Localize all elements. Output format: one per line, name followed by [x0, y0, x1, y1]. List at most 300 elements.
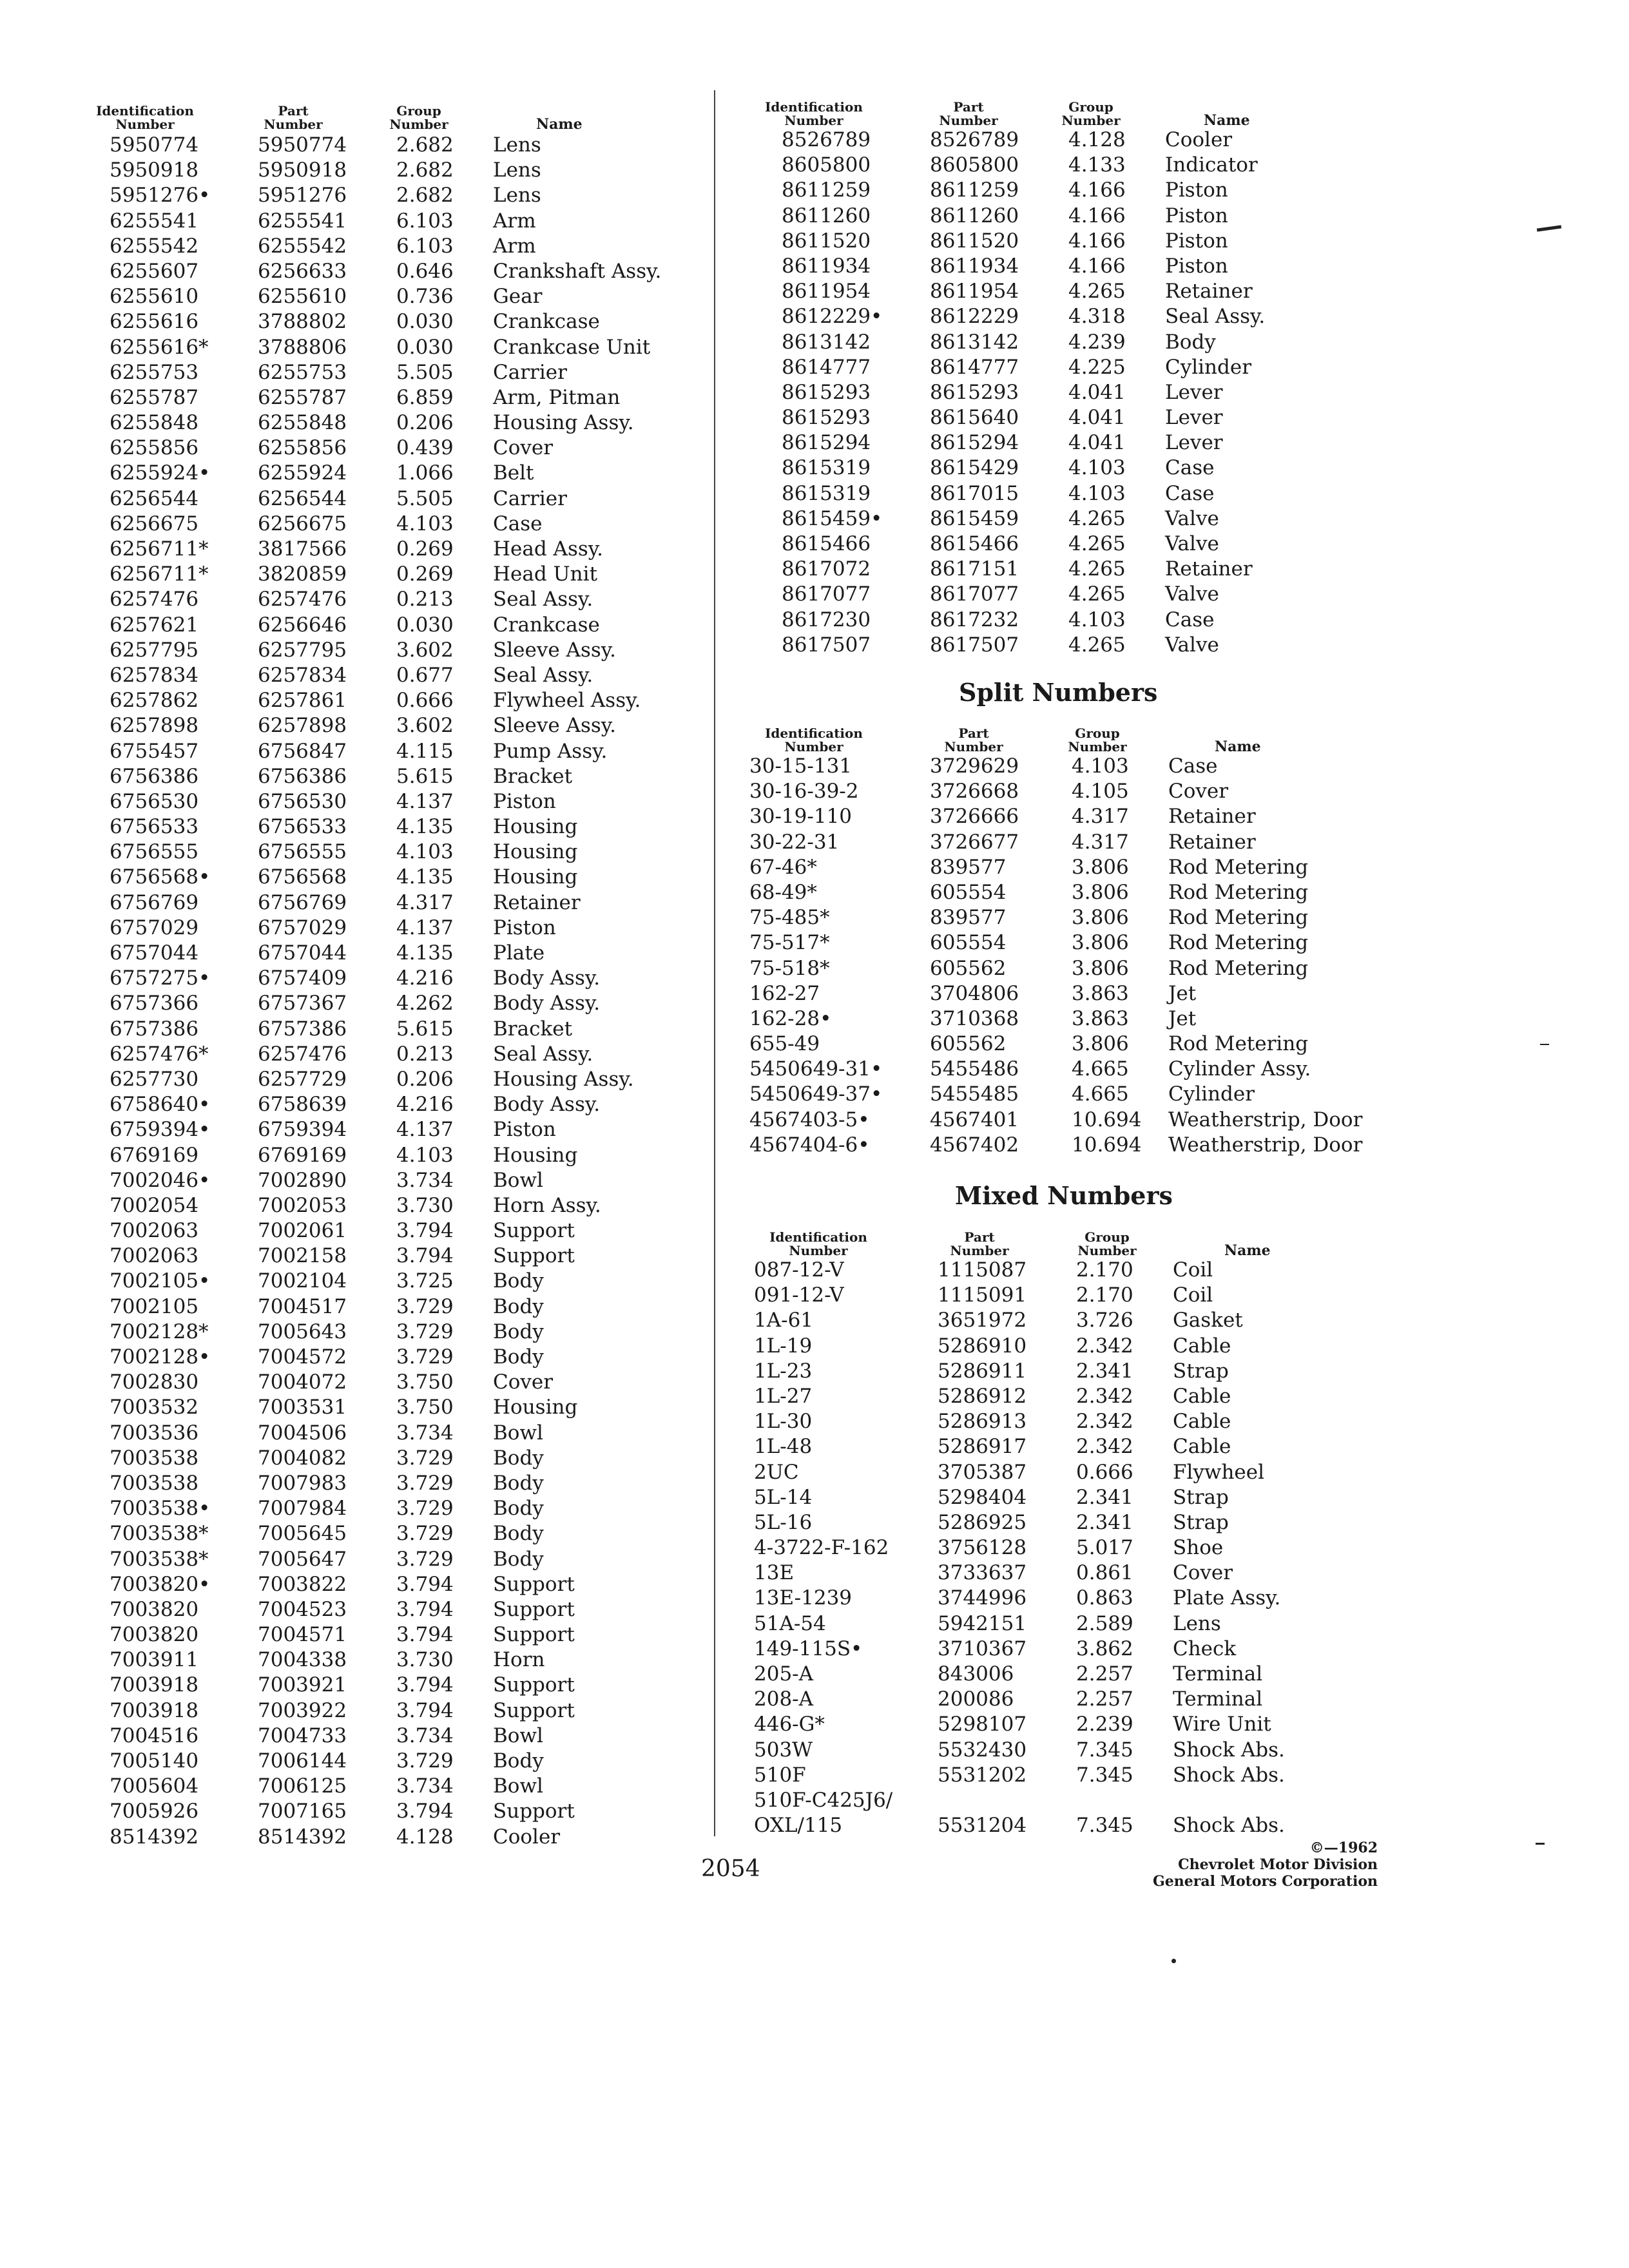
part-number: 8611260 [930, 204, 1019, 227]
identification-number: 8615459• [782, 506, 883, 530]
table-row [81, 209, 699, 234]
group-number: 4.137 [396, 1118, 454, 1142]
part-number: 605554 [930, 931, 1007, 955]
part-number: 6256646 [258, 613, 347, 637]
part-number: 6769169 [258, 1143, 347, 1167]
part-name: Coil [1173, 1258, 1213, 1282]
part-name: Gasket [1173, 1309, 1243, 1332]
group-number: 4.317 [1072, 830, 1129, 854]
identification-number: 6758640• [110, 1093, 211, 1117]
group-number: 3.862 [1076, 1637, 1133, 1660]
part-name: Seal Assy. [493, 663, 593, 687]
group-number: 4.128 [396, 1825, 454, 1849]
table-row [749, 532, 1394, 557]
part-number: 7003921 [258, 1673, 347, 1697]
part-name: Piston [1165, 254, 1228, 278]
right-column [749, 86, 1394, 658]
part-number: 6757367 [258, 992, 347, 1015]
identification-number: 446-G* [754, 1713, 825, 1736]
header-part: Part Number [264, 103, 323, 132]
part-name: Carrier [493, 486, 567, 510]
header-group: Group Number [1061, 99, 1121, 128]
group-number: 0.269 [396, 562, 454, 586]
identification-number: 8614777 [782, 355, 871, 379]
table-row [81, 1774, 699, 1799]
group-number: 4.318 [1068, 305, 1126, 329]
part-name: Rod Metering [1168, 855, 1309, 879]
part-number: 5298404 [938, 1485, 1027, 1509]
table-row [81, 1143, 699, 1168]
part-number: 8615294 [930, 431, 1019, 455]
identification-number: 1L-48 [754, 1435, 813, 1459]
part-number: 6756847 [258, 739, 347, 763]
group-number: 0.677 [396, 663, 454, 687]
part-name: Body [493, 1446, 544, 1470]
identification-number: 8617507 [782, 633, 871, 657]
table-row [749, 153, 1394, 178]
table-row [81, 385, 699, 410]
part-number: 7003531 [258, 1396, 347, 1419]
table-row [81, 713, 699, 738]
part-name: Piston [493, 916, 556, 939]
group-number: 4.166 [1068, 254, 1126, 278]
identification-number: 7003538 [110, 1446, 199, 1470]
table-row [754, 1434, 1398, 1459]
identification-number: 7005604 [110, 1774, 199, 1798]
identification-number: 1L-19 [754, 1334, 813, 1358]
part-name: Support [493, 1623, 575, 1647]
part-name: Piston [493, 1118, 556, 1142]
identification-number: 6256711* [110, 562, 209, 586]
part-name: Strap [1173, 1510, 1229, 1534]
identification-number: 6255616 [110, 310, 199, 334]
identification-number: 5450649-31• [749, 1057, 883, 1081]
group-number: 4.135 [396, 941, 454, 965]
part-number: 7007165 [258, 1800, 347, 1823]
table-row [749, 1082, 1394, 1107]
table-row [754, 1308, 1398, 1333]
group-number: 4.103 [1068, 456, 1126, 480]
table-row [81, 234, 699, 259]
part-number: 4567402 [930, 1133, 1019, 1157]
part-number: 3726666 [930, 805, 1019, 829]
part-name: Crankcase [493, 613, 600, 637]
group-number: 4.137 [396, 916, 454, 939]
part-name: Body [493, 1749, 544, 1773]
part-name: Support [493, 1244, 575, 1268]
group-number: 4.265 [1068, 280, 1126, 303]
group-number: 3.806 [1072, 880, 1129, 904]
group-number: 3.863 [1072, 981, 1129, 1005]
header-group: Group Number [389, 103, 448, 132]
table-row [81, 1345, 699, 1370]
table-row [81, 613, 699, 638]
table-row [749, 405, 1394, 430]
part-name: Cylinder [1165, 355, 1252, 379]
group-number: 3.602 [396, 638, 454, 662]
identification-number: 8612229• [782, 305, 883, 329]
part-name: Sleeve Assy. [493, 714, 617, 738]
table-row [749, 204, 1394, 229]
part-name: Retainer [1168, 805, 1256, 829]
identification-number: 6256544 [110, 486, 199, 510]
group-number: 0.666 [396, 689, 454, 713]
group-number: 3.794 [396, 1698, 454, 1722]
group-number: 3.794 [396, 1623, 454, 1647]
identification-number: OXL/115 [754, 1814, 843, 1838]
part-number: 7007983 [258, 1471, 347, 1495]
part-name: Flywheel Assy. [493, 689, 641, 713]
table-row [81, 814, 699, 840]
part-number: 8613142 [930, 330, 1019, 354]
part-name: Shock Abs. [1173, 1814, 1285, 1838]
mixed-numbers-title: Mixed Numbers [955, 1181, 1173, 1210]
part-number: 5286917 [938, 1435, 1027, 1459]
table-row [81, 764, 699, 789]
group-number: 1.066 [396, 461, 454, 485]
table-row [749, 830, 1394, 855]
part-name: Cable [1173, 1384, 1231, 1408]
identification-number: 7002046• [110, 1168, 211, 1192]
part-name: Lens [1173, 1611, 1221, 1635]
split-numbers-title: Split Numbers [959, 678, 1158, 707]
table-row [81, 486, 699, 512]
part-name: Body Assy. [493, 966, 601, 990]
part-number: 3729629 [930, 754, 1019, 778]
identification-number: 8615319 [782, 481, 871, 505]
part-name: Bowl [493, 1168, 543, 1192]
table-row [754, 1637, 1398, 1662]
table-row [81, 1370, 699, 1395]
part-number: 7006125 [258, 1774, 347, 1798]
part-name: Body [493, 1269, 544, 1293]
part-number: 3726677 [930, 830, 1019, 854]
table-row [81, 638, 699, 663]
table-row [754, 1662, 1398, 1687]
table-row [81, 512, 699, 537]
identification-number: 208-A [754, 1687, 814, 1711]
part-number: 7004572 [258, 1345, 347, 1369]
part-number: 8615640 [930, 406, 1019, 430]
part-number: 8605800 [930, 153, 1019, 177]
scan-mark [1540, 1044, 1549, 1045]
part-name: Housing [493, 865, 578, 889]
part-number: 5532430 [938, 1738, 1027, 1762]
group-number: 4.103 [1068, 481, 1126, 505]
table-row [81, 1168, 699, 1193]
group-number: 4.103 [1068, 608, 1126, 631]
group-number: 3.794 [396, 1572, 454, 1596]
header-group: Group Number [1068, 726, 1127, 754]
identification-number: 6756555 [110, 840, 199, 864]
part-name: Check [1173, 1637, 1237, 1660]
part-number: 7004571 [258, 1623, 347, 1647]
group-number: 0.269 [396, 537, 454, 561]
group-number: 4.665 [1072, 1057, 1129, 1081]
part-name: Lever [1165, 431, 1223, 455]
table-row [81, 537, 699, 562]
part-number: 7005645 [258, 1522, 347, 1546]
part-name: Shock Abs. [1173, 1738, 1285, 1762]
identification-number: 4567404-6• [749, 1133, 870, 1157]
group-number: 5.615 [396, 1017, 454, 1041]
part-number: 8617015 [930, 481, 1019, 505]
part-name: Cover [1173, 1561, 1233, 1585]
part-name: Case [1165, 456, 1215, 480]
identification-number: 30-19-110 [749, 805, 853, 829]
identification-number: 510F [754, 1763, 806, 1787]
part-name: Coil [1173, 1283, 1213, 1307]
identification-number: 8617230 [782, 608, 871, 631]
table-row [81, 1244, 699, 1269]
part-number: 6255848 [258, 411, 347, 435]
table-row [81, 436, 699, 461]
header-identification: Identification Number [96, 103, 194, 132]
identification-number: 1L-27 [754, 1384, 813, 1408]
group-number: 6.103 [396, 209, 454, 233]
identification-number: 75-485* [749, 906, 830, 930]
identification-number: 8615319 [782, 456, 871, 480]
part-number: 6756568 [258, 865, 347, 889]
group-number: 3.729 [396, 1547, 454, 1571]
identification-number: 5951276• [110, 184, 211, 207]
part-number: 6257729 [258, 1067, 347, 1091]
group-number: 3.726 [1076, 1309, 1133, 1332]
table-row [81, 1117, 699, 1142]
part-number: 6757409 [258, 966, 347, 990]
table-row [749, 128, 1394, 153]
group-number: 10.694 [1072, 1108, 1142, 1131]
part-name: Case [1168, 754, 1218, 778]
group-number: 2.257 [1076, 1687, 1133, 1711]
group-number: 4.041 [1068, 380, 1126, 404]
part-number: 7005643 [258, 1320, 347, 1343]
identification-number: 75-518* [749, 956, 830, 980]
group-number: 7.345 [1076, 1763, 1133, 1787]
identification-number: 13E-1239 [754, 1586, 853, 1610]
header-name: Name [1224, 1242, 1271, 1259]
table-row [749, 506, 1394, 532]
identification-number: 8611260 [782, 204, 871, 227]
group-number: 3.806 [1072, 906, 1129, 930]
identification-number: 6756530 [110, 789, 199, 813]
part-number: 5531204 [938, 1814, 1027, 1838]
part-name: Support [493, 1597, 575, 1621]
part-name: Housing Assy. [493, 411, 634, 435]
group-number: 3.729 [396, 1471, 454, 1495]
table-row [81, 1622, 699, 1648]
identification-number: 7003538* [110, 1547, 209, 1571]
group-number: 4.317 [396, 890, 454, 914]
group-number: 0.666 [1076, 1460, 1133, 1484]
part-name: Pump Assy. [493, 739, 608, 763]
mixed-table-body [754, 1258, 1398, 1838]
part-number: 1115091 [938, 1283, 1027, 1307]
group-number: 5.505 [396, 360, 454, 384]
table-row [81, 789, 699, 814]
part-number: 6255753 [258, 360, 347, 384]
part-name: Retainer [1168, 830, 1256, 854]
part-number: 8612229 [930, 305, 1019, 329]
part-number: 5298107 [938, 1713, 1027, 1736]
part-name: Seal Assy. [1165, 305, 1266, 329]
group-number: 3.806 [1072, 956, 1129, 980]
identification-number: 6757029 [110, 916, 199, 939]
part-number: 7002053 [258, 1193, 347, 1217]
identification-number: 6255787 [110, 385, 199, 409]
part-number: 7004517 [258, 1294, 347, 1318]
part-number: 8615466 [930, 532, 1019, 555]
identification-number: 8613142 [782, 330, 871, 354]
part-number: 5942151 [938, 1611, 1027, 1635]
group-number: 3.729 [396, 1294, 454, 1318]
group-number: 4.265 [1068, 532, 1126, 555]
table-row [749, 1133, 1394, 1158]
part-number: 6758639 [258, 1093, 347, 1117]
part-name: Rod Metering [1168, 956, 1309, 980]
identification-number: 4-3722-F-162 [754, 1536, 889, 1560]
part-number: 8615293 [930, 380, 1019, 404]
part-name: Piston [1165, 204, 1228, 227]
identification-number: 4567403-5• [749, 1108, 870, 1131]
group-number: 5.017 [1076, 1536, 1133, 1560]
header-name: Name [1215, 738, 1261, 755]
part-number: 7002061 [258, 1219, 347, 1243]
identification-number: 5950918 [110, 159, 199, 182]
part-number: 5950774 [258, 133, 347, 157]
table-row [81, 1294, 699, 1320]
group-number: 3.730 [396, 1648, 454, 1672]
table-row [81, 461, 699, 486]
part-name: Body [493, 1345, 544, 1369]
part-number: 3817566 [258, 537, 347, 561]
table-row [754, 1460, 1398, 1485]
group-number: 4.041 [1068, 431, 1126, 455]
identification-number: 7004516 [110, 1724, 199, 1747]
part-number: 6256633 [258, 259, 347, 283]
identification-number: 6255607 [110, 259, 199, 283]
part-number: 5286912 [938, 1384, 1027, 1408]
part-name: Strap [1173, 1359, 1229, 1383]
table-row [81, 840, 699, 865]
table-row [81, 991, 699, 1016]
part-number: 5286910 [938, 1334, 1027, 1358]
table-row [754, 1586, 1398, 1611]
identification-number: 7003911 [110, 1648, 199, 1672]
identification-number: 5950774 [110, 133, 199, 157]
identification-number: 5450649-37• [749, 1082, 883, 1106]
identification-number: 7002063 [110, 1219, 199, 1243]
identification-number: 7002830 [110, 1370, 199, 1394]
part-name: Arm [493, 234, 536, 258]
group-number: 3.729 [396, 1497, 454, 1521]
table-row [749, 855, 1394, 880]
page-number: 2054 [701, 1856, 760, 1882]
part-name: Bowl [493, 1421, 543, 1445]
table-row [749, 380, 1394, 405]
identification-number: 6257862 [110, 689, 199, 713]
identification-number: 6756533 [110, 815, 199, 839]
part-number: 5455485 [930, 1082, 1019, 1106]
identification-number: 162-27 [749, 981, 820, 1005]
part-number: 6756530 [258, 789, 347, 813]
group-number: 4.265 [1068, 582, 1126, 606]
group-number: 0.861 [1076, 1561, 1133, 1585]
group-number: 4.166 [1068, 204, 1126, 227]
part-number: 3704806 [930, 981, 1019, 1005]
group-number: 3.863 [1072, 1006, 1129, 1030]
split-table-body [749, 754, 1394, 1158]
table-row [81, 1320, 699, 1345]
group-number: 2.239 [1076, 1713, 1133, 1736]
identification-number: 6257476 [110, 588, 199, 611]
part-number: 8617507 [930, 633, 1019, 657]
part-name: Rod Metering [1168, 1032, 1309, 1056]
part-name: Piston [1165, 178, 1228, 202]
part-number: 1115087 [938, 1258, 1027, 1282]
identification-number: 6255542 [110, 234, 199, 258]
group-number: 4.135 [396, 865, 454, 889]
table-row [749, 481, 1394, 506]
group-number: 3.730 [396, 1193, 454, 1217]
group-number: 3.729 [396, 1345, 454, 1369]
identification-number: 6759394• [110, 1118, 211, 1142]
group-number: 4.216 [396, 966, 454, 990]
part-name: Piston [1165, 229, 1228, 253]
part-number: 8526789 [930, 128, 1019, 151]
table-row [754, 1409, 1398, 1434]
part-name: Retainer [1165, 280, 1253, 303]
identification-number: 1L-30 [754, 1410, 813, 1434]
column-header [749, 713, 1394, 754]
group-number: 4.265 [1068, 506, 1126, 530]
part-name: Lever [1165, 406, 1223, 430]
identification-number: 7003536 [110, 1421, 199, 1445]
part-name: Body [493, 1497, 544, 1521]
part-name: Cooler [1165, 128, 1233, 151]
identification-number: 6756568• [110, 865, 211, 889]
part-name: Horn Assy. [493, 1193, 601, 1217]
scan-mark [1536, 1843, 1545, 1845]
group-number: 3.750 [396, 1396, 454, 1419]
part-number: 3726668 [930, 780, 1019, 803]
group-number: 4.262 [396, 992, 454, 1015]
group-number: 5.505 [396, 486, 454, 510]
part-name: Support [493, 1800, 575, 1823]
part-number: 6257861 [258, 689, 347, 713]
table-row [754, 1788, 1398, 1813]
group-number: 0.206 [396, 1067, 454, 1091]
table-row [749, 981, 1394, 1006]
header-name: Name [1204, 112, 1250, 129]
group-number: 4.216 [396, 1093, 454, 1117]
part-name: Support [493, 1219, 575, 1243]
part-number: 3733637 [938, 1561, 1027, 1585]
part-number: 200086 [938, 1687, 1014, 1711]
part-number: 6756555 [258, 840, 347, 864]
part-number: 3651972 [938, 1309, 1027, 1332]
part-number: 5286925 [938, 1510, 1027, 1534]
group-number: 2.342 [1076, 1334, 1133, 1358]
table-row [749, 1108, 1394, 1133]
group-number: 4.317 [1072, 805, 1129, 829]
part-name: Terminal [1173, 1662, 1263, 1686]
part-number: 6757386 [258, 1017, 347, 1041]
identification-number: 7003538 [110, 1471, 199, 1495]
identification-number: 8526789 [782, 128, 871, 151]
table-row [749, 779, 1394, 804]
header-part: Part Number [939, 99, 998, 128]
